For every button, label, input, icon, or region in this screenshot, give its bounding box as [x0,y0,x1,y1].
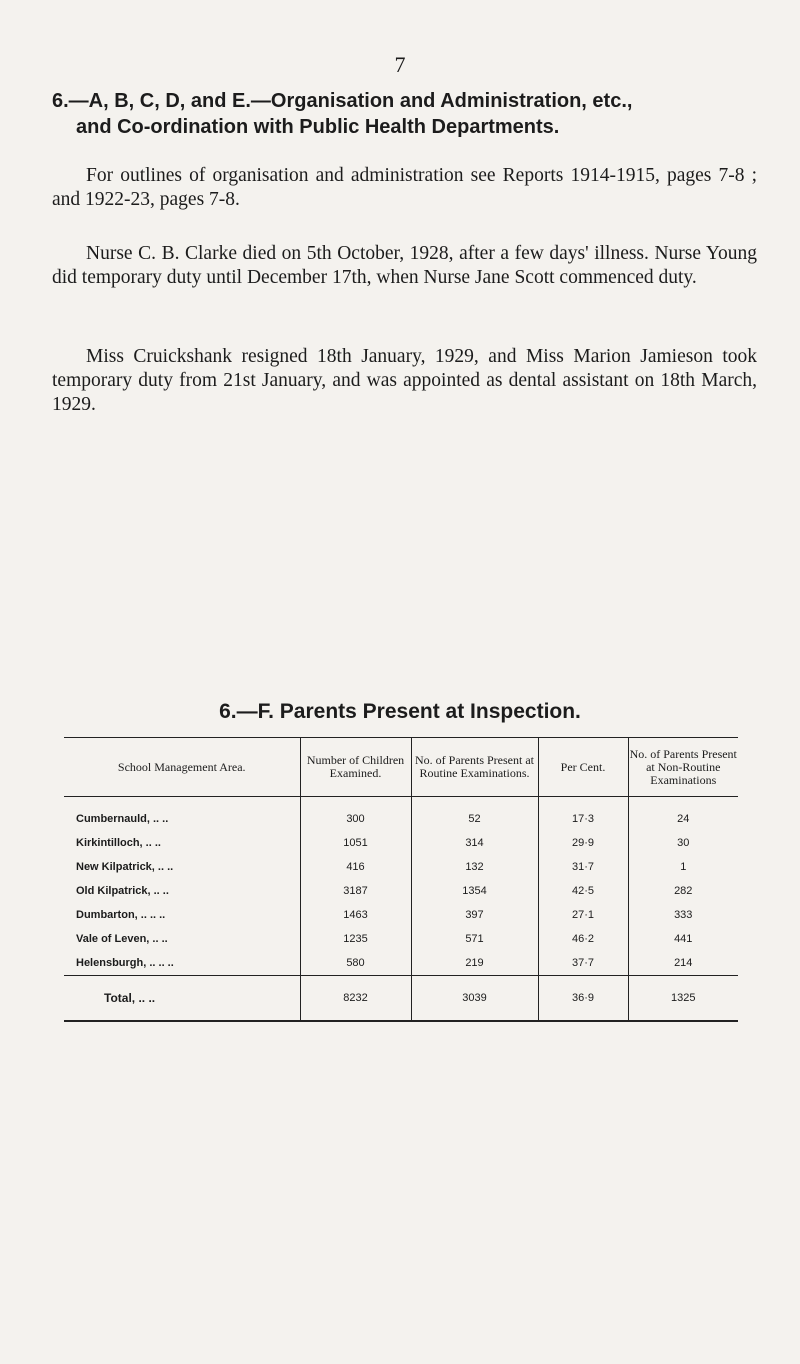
cell-total-children: 8232 [300,976,411,1022]
cell-routine: 1354 [411,879,538,903]
cell-area: Kirkintilloch, .. .. [76,837,161,849]
cell-routine: 219 [411,951,538,976]
cell-routine: 397 [411,903,538,927]
cell-percent: 37·7 [538,951,628,976]
header-percent: Per Cent. [538,738,628,797]
cell-children: 3187 [300,879,411,903]
cell-total-label: Total, .. .. [64,976,300,1022]
cell-area: Cumbernauld, .. .. [76,813,169,825]
header-children: Number of Children Examined. [300,738,411,797]
cell-nonroutine: 1 [628,855,738,879]
cell-percent: 31·7 [538,855,628,879]
page-number: 7 [394,52,406,77]
cell-nonroutine: 441 [628,927,738,951]
cell-percent: 17·3 [538,797,628,832]
paragraph-outlines: For outlines of organisation and administration see Reports 1914-1915, pages 7-8 ; and 1922-23, pages 7-8. [52,165,757,210]
cell-area: Dumbarton, .. .. .. [76,909,166,921]
cell-percent: 29·9 [538,831,628,855]
cell-area: Old Kilpatrick, .. .. [76,885,169,897]
table-row [64,797,738,832]
section-heading [52,88,772,140]
section-heading-line2: and Co-ordination with Public Health Departments. [76,116,560,138]
cell-children: 580 [300,951,411,976]
header-routine: No. of Parents Present at Routine Examinations. [411,738,538,797]
cell-percent: 27·1 [538,903,628,927]
cell-children: 1235 [300,927,411,951]
cell-routine: 571 [411,927,538,951]
cell-area: New Kilpatrick, .. .. [76,861,174,873]
section-heading-line1: 6.—A, B, C, D, and E.—Organisation and Administration, etc., [52,90,633,112]
cell-nonroutine: 282 [628,879,738,903]
cell-total-nonroutine: 1325 [628,976,738,1022]
table-row [64,903,738,927]
cell-children: 416 [300,855,411,879]
parents-present-table [64,737,738,1022]
paragraph-nurse-clarke: Nurse C. B. Clarke died on 5th October, 1928, after a few days' illness. Nurse Young did temporary duty until December 17th, when Nurse Jane Scott commenced duty. [52,243,757,288]
cell-children: 1463 [300,903,411,927]
header-nonroutine: No. of Parents Present at Non-Routine Examinations [628,738,738,797]
table-total-row [64,976,738,1022]
table-row [64,879,738,903]
cell-nonroutine: 214 [628,951,738,976]
cell-routine: 132 [411,855,538,879]
cell-children: 1051 [300,831,411,855]
cell-routine: 314 [411,831,538,855]
cell-area: Helensburgh, .. .. .. [76,957,174,969]
table-header-row [64,738,738,797]
table-row [64,831,738,855]
cell-percent: 46·2 [538,927,628,951]
paragraph-miss-cruickshank: Miss Cruickshank resigned 18th January, 1929, and Miss Marion Jamieson took temporary duty from 21st January, and was appointed as dental assistant on 18th March, 1929. [52,346,757,415]
table-row [64,855,738,879]
cell-area: Vale of Leven, .. .. [76,933,168,945]
cell-percent: 42·5 [538,879,628,903]
cell-total-percent: 36·9 [538,976,628,1022]
table-row [64,927,738,951]
cell-children: 300 [300,797,411,832]
header-area: School Management Area. [64,738,300,797]
table-title: 6.—F. Parents Present at Inspection. [219,700,581,723]
cell-routine: 52 [411,797,538,832]
cell-nonroutine: 24 [628,797,738,832]
cell-nonroutine: 333 [628,903,738,927]
cell-total-routine: 3039 [411,976,538,1022]
cell-nonroutine: 30 [628,831,738,855]
table-row [64,951,738,976]
